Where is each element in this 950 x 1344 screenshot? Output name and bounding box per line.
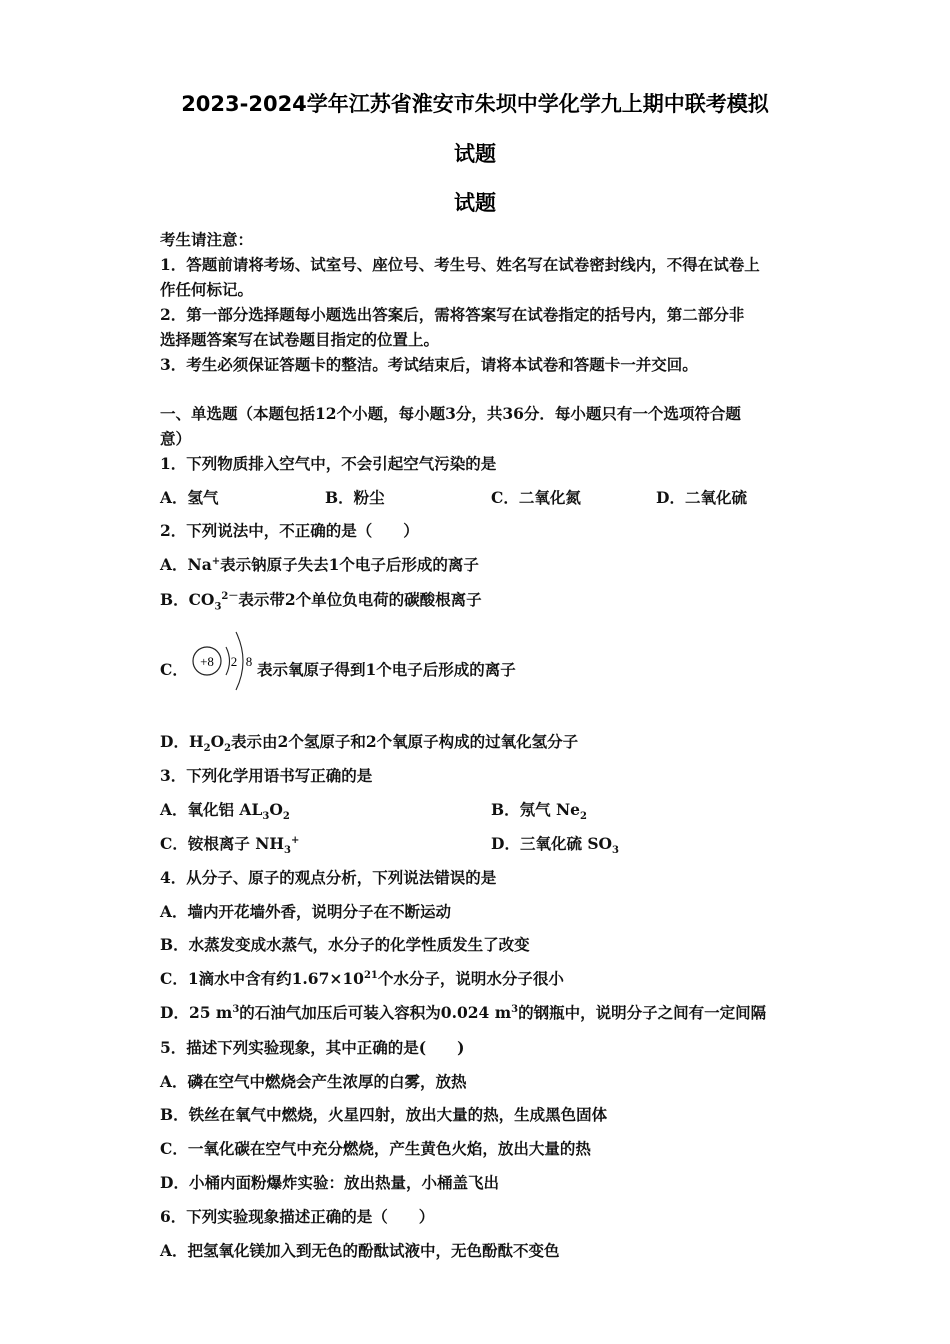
q3-a-sub2: 2 (282, 811, 290, 823)
q3-c-text: C．铵根离子 NH (160, 834, 285, 853)
q4-d-exp2: 3 (511, 1003, 519, 1015)
q4-stem: 4．从分子、原子的观点分析，下列说法错误的是 (160, 868, 497, 887)
q3-a-text: A．氧化铝 AL (160, 800, 263, 819)
paper-title-line2: 试题 (454, 142, 496, 166)
q2-stem: 2．下列说法中，不正确的是（ ） (160, 521, 419, 540)
q4-c-text-pre: C．1滴水中含有约1.67×10 (160, 969, 364, 988)
q4-option-c (160, 967, 564, 989)
q5-option-b: B．铁丝在氧气中燃烧，火星四射，放出大量的热，生成黑色固体 (160, 1105, 608, 1124)
electron-shell-1 (226, 647, 230, 675)
q2-a-charge: + (211, 555, 221, 567)
q4-option-a: A．墙内开花墙外香，说明分子在不断运动 (160, 902, 452, 921)
q6-option-a: A．把氢氧化镁加入到无色的酚酞试液中，无色酚酞不变色 (160, 1241, 560, 1260)
q3-d-sub: 3 (612, 845, 620, 857)
q2-d-sub1: 2 (203, 743, 211, 755)
nucleus-charge: +8 (200, 654, 214, 669)
notice-heading: 考生请注意： (160, 230, 254, 249)
q2-option-c-label: C． (160, 660, 188, 679)
q3-c-sub: 3 (284, 845, 292, 857)
q2-b-subscript: 3 (214, 601, 222, 613)
q4-option-b: B．水蒸发变成水蒸气，水分子的化学性质发生了改变 (160, 935, 530, 954)
q1-stem: 1．下列物质排入空气中，不会引起空气污染的是 (160, 454, 497, 473)
q3-d-text: D．三氧化硫 SO (491, 834, 613, 853)
q4-option-d (160, 1001, 766, 1023)
q3-c-charge: + (291, 834, 300, 846)
q4-d-text-pre: D．25 m (160, 1003, 233, 1022)
q5-option-c: C．一氧化碳在空气中充分燃烧，产生黄色火焰，放出大量的热 (160, 1139, 591, 1158)
q5-option-d: D．小桶内面粉爆炸实验：放出热量，小桶盖飞出 (160, 1173, 499, 1192)
notice-item3: 3．考生必须保证答题卡的整洁。考试结束后，请将本试卷和答题卡一并交回。 (160, 355, 698, 374)
q2-b-formula: B．CO (160, 590, 215, 610)
q3-option-c (160, 832, 299, 856)
q3-b-text: B．氖气 Ne (491, 800, 581, 819)
q3-b-sub: 2 (580, 811, 587, 823)
q6-stem: 6．下列实验现象描述正确的是（ ） (160, 1207, 435, 1226)
q4-d-text-mid: 的石油气加压后可装入容积为0.024 m (239, 1003, 512, 1022)
q3-option-a (160, 798, 290, 822)
q3-a-o: O (269, 800, 283, 819)
oxygen-ion-structure-diagram (186, 616, 262, 706)
notice-item2-a: 2．第一部分选择题每小题选出答案后，需将答案写在试卷指定的括号内，第二部分非 (160, 305, 745, 324)
q1-option-c: C．二氧化氮 (491, 488, 581, 507)
q4-c-exponent: 21 (363, 969, 378, 981)
q5-stem: 5．描述下列实验现象，其中正确的是( ) (160, 1038, 465, 1057)
section-heading-a: 一、单选题（本题包括12个小题，每小题3分，共36分．每小题只有一个选项符合题 (160, 404, 741, 423)
paper-title-line3: 试题 (454, 191, 496, 215)
q4-d-text-post: 的钢瓶中，说明分子之间有一定间隔 (518, 1003, 767, 1022)
notice-item1-b: 作任何标记。 (160, 280, 254, 299)
shell2-electron-count: 8 (245, 654, 253, 669)
notice-item2-b: 选择题答案写在试卷题目指定的位置上。 (160, 330, 440, 349)
q2-option-d (160, 730, 578, 754)
q3-stem: 3．下列化学用语书写正确的是 (160, 766, 373, 785)
q3-a-sub1: 3 (262, 811, 270, 823)
q2-d-sub2: 2 (224, 743, 232, 755)
q2-d-text: 表示由2个氢原子和2个氧原子构成的过氧化氢分子 (231, 732, 579, 751)
shell1-electron-count: 2 (230, 654, 238, 669)
q2-d-h: D．H (160, 732, 204, 751)
q4-c-text-post: 个水分子，说明水分子很小 (377, 969, 564, 988)
q2-option-a (160, 553, 479, 575)
q1-option-d: D．二氧化硫 (656, 488, 747, 507)
q3-option-d (491, 832, 619, 856)
q2-a-formula: A．Na (160, 555, 212, 574)
q2-option-c-text: 表示氧原子得到1个电子后形成的离子 (257, 660, 516, 679)
q3-option-b (491, 798, 587, 822)
q2-a-text: 表示钠原子失去1个电子后形成的离子 (220, 555, 479, 574)
q1-option-b: B．粉尘 (325, 488, 385, 507)
q2-b-charge: 2－ (221, 591, 239, 602)
notice-item1-a: 1．答题前请将考场、试室号、座位号、考生号、姓名写在试卷密封线内，不得在试卷上 (160, 255, 760, 274)
q2-b-text: 表示带2个单位负电荷的碳酸根离子 (238, 590, 482, 610)
q4-d-exp1: 3 (232, 1003, 240, 1015)
q5-option-a: A．磷在空气中燃烧会产生浓厚的白雾，放热 (160, 1072, 467, 1091)
paper-title-line1: 2023-2024学年江苏省淮安市朱坝中学化学九上期中联考模拟 (181, 92, 769, 116)
q1-option-a: A．氢气 (160, 488, 219, 507)
q2-d-o: O (210, 732, 225, 751)
section-heading-b: 意） (160, 429, 192, 448)
q2-option-b (160, 587, 482, 612)
